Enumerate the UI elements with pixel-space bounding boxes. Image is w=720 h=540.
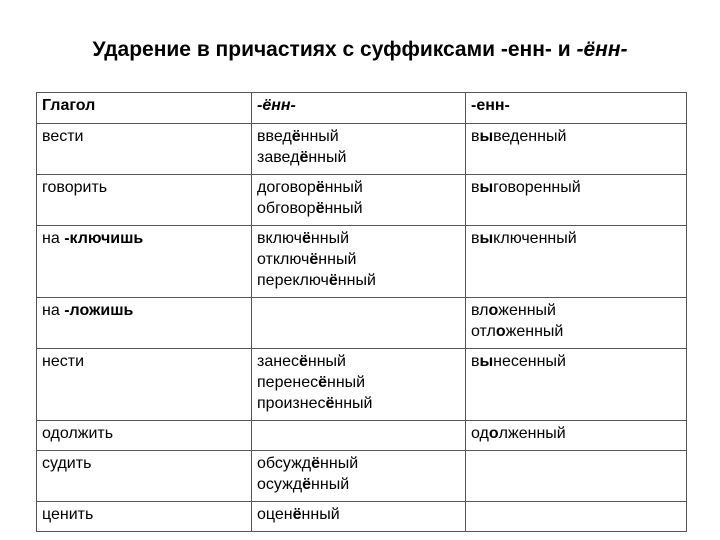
table-row bbox=[37, 124, 687, 175]
stressed-letter: ы bbox=[479, 230, 494, 247]
cell-yonn-participles bbox=[252, 451, 466, 502]
text-segment: нный bbox=[311, 476, 350, 493]
stressed-letter: ё bbox=[302, 476, 312, 493]
participle-word bbox=[471, 177, 681, 198]
participle-word bbox=[257, 177, 460, 198]
text-segment: нный bbox=[337, 272, 376, 289]
text-segment: занес bbox=[257, 353, 299, 370]
text-segment: нный bbox=[308, 149, 347, 166]
table-row bbox=[37, 298, 687, 349]
cell-yonn-participles bbox=[252, 349, 466, 421]
participle-word bbox=[257, 126, 460, 147]
text-segment: од bbox=[471, 425, 489, 442]
text-segment: перенес bbox=[257, 374, 319, 391]
participle-word bbox=[471, 300, 681, 321]
text-segment: обговор bbox=[257, 200, 316, 217]
cell-verb bbox=[37, 502, 252, 532]
text-segment: говорить bbox=[42, 179, 108, 196]
cell-verb bbox=[37, 226, 252, 298]
text-segment: в bbox=[471, 230, 480, 247]
text-segment: нный bbox=[334, 395, 373, 412]
text-segment: завед bbox=[257, 149, 300, 166]
text-segment: осужд bbox=[257, 476, 303, 493]
participle-word bbox=[257, 147, 460, 168]
title-italic-suffix: -ённ- bbox=[576, 38, 628, 61]
text-segment: лженный bbox=[498, 425, 566, 442]
cell-verb bbox=[37, 124, 252, 175]
table-row bbox=[37, 502, 687, 532]
text-segment: переключ bbox=[257, 272, 329, 289]
participle-word bbox=[471, 351, 681, 372]
cell-yonn-participles bbox=[252, 175, 466, 226]
stressed-letter: ё bbox=[318, 374, 327, 391]
cell-yonn-participles bbox=[252, 421, 466, 451]
text-segment: вести bbox=[42, 128, 84, 145]
stressed-letter: ы bbox=[479, 128, 494, 145]
table-header-row bbox=[37, 93, 687, 124]
text-segment: отключ bbox=[257, 251, 310, 268]
participle-word bbox=[471, 126, 681, 147]
stressed-letter: ё bbox=[291, 128, 301, 145]
cell-verb bbox=[37, 451, 252, 502]
text-segment: нный bbox=[324, 179, 363, 196]
stressed-letter: -ложишь bbox=[64, 302, 134, 319]
text-segment: нный bbox=[300, 128, 339, 145]
text-segment: произнес bbox=[257, 395, 326, 412]
cell-verb bbox=[37, 298, 252, 349]
text-segment: нный bbox=[307, 353, 346, 370]
participle-word bbox=[257, 249, 460, 270]
stressed-letter: ё bbox=[325, 395, 335, 412]
cell-enn-participles bbox=[466, 502, 687, 532]
cell-verb bbox=[37, 349, 252, 421]
text-segment: нный bbox=[310, 230, 350, 247]
stressed-letter: ё bbox=[302, 230, 311, 247]
text-segment: оцен bbox=[257, 506, 293, 523]
text-segment: в bbox=[471, 353, 480, 370]
text-segment: ключенный bbox=[493, 230, 577, 247]
cell-enn-participles bbox=[466, 421, 687, 451]
stressed-letter: ё bbox=[299, 149, 309, 166]
participle-word bbox=[257, 270, 460, 291]
participle-word bbox=[257, 351, 460, 372]
text-segment: женный bbox=[498, 302, 556, 319]
cell-yonn-participles bbox=[252, 124, 466, 175]
text-segment: нный bbox=[324, 200, 363, 217]
text-segment: нный bbox=[327, 374, 366, 391]
table-row bbox=[37, 349, 687, 421]
stressed-letter: ё bbox=[328, 272, 338, 289]
participle-word bbox=[257, 372, 460, 393]
participle-word bbox=[471, 321, 681, 342]
stressed-letter: о bbox=[488, 302, 499, 319]
stressed-letter: ы bbox=[479, 179, 494, 196]
participle-word bbox=[471, 228, 681, 249]
participle-word bbox=[471, 423, 681, 444]
stressed-letter: ё bbox=[311, 455, 321, 472]
stressed-letter: о bbox=[488, 425, 499, 442]
stressed-letter: ё bbox=[315, 179, 325, 196]
text-segment: говоренный bbox=[493, 179, 581, 196]
text-segment: ценить bbox=[42, 506, 94, 523]
text-segment: в bbox=[471, 128, 480, 145]
stressed-letter: ё bbox=[292, 506, 302, 523]
text-segment: нный bbox=[318, 251, 357, 268]
text-segment: на bbox=[42, 302, 65, 319]
stressed-letter: ё bbox=[298, 353, 308, 370]
text-segment: в bbox=[471, 179, 480, 196]
table-row bbox=[37, 451, 687, 502]
text-segment: веденный bbox=[493, 128, 567, 145]
cell-enn-participles bbox=[466, 349, 687, 421]
title-main: Ударение в причастиях с суффиксами -енн- и bbox=[92, 38, 577, 61]
header-verb: Глагол bbox=[37, 93, 252, 124]
text-segment: вл bbox=[471, 302, 489, 319]
text-segment: нести bbox=[42, 353, 84, 370]
stressed-letter: ё bbox=[309, 251, 319, 268]
participle-word bbox=[257, 393, 460, 414]
cell-enn-participles bbox=[466, 451, 687, 502]
participle-word bbox=[257, 474, 460, 495]
text-segment: договор bbox=[257, 179, 316, 196]
text-segment: на bbox=[42, 230, 65, 247]
participle-word bbox=[257, 228, 460, 249]
cell-enn-participles bbox=[466, 298, 687, 349]
text-segment: женный bbox=[505, 323, 564, 340]
text-segment: нный bbox=[301, 506, 340, 523]
stressed-letter: о bbox=[495, 323, 506, 340]
participle-word bbox=[257, 504, 460, 525]
text-segment: обсужд bbox=[257, 455, 312, 472]
table-row bbox=[37, 421, 687, 451]
text-segment: отл bbox=[471, 323, 496, 340]
text-segment: одолжить bbox=[42, 425, 114, 442]
text-segment: судить bbox=[42, 455, 92, 472]
cell-verb bbox=[37, 175, 252, 226]
page-title bbox=[0, 38, 720, 62]
header-yonn-suffix: -ённ- bbox=[252, 93, 466, 124]
text-segment: включ bbox=[257, 230, 302, 247]
participle-word bbox=[257, 453, 460, 474]
participle-word bbox=[257, 198, 460, 219]
cell-yonn-participles bbox=[252, 502, 466, 532]
cell-enn-participles bbox=[466, 175, 687, 226]
cell-yonn-participles bbox=[252, 226, 466, 298]
stressed-letter: ё bbox=[315, 200, 325, 217]
text-segment: нный bbox=[320, 455, 359, 472]
header-enn-suffix: -енн- bbox=[466, 93, 687, 124]
stressed-letter: -ключишь bbox=[64, 230, 144, 247]
cell-yonn-participles bbox=[252, 298, 466, 349]
table-row bbox=[37, 226, 687, 298]
cell-enn-participles bbox=[466, 124, 687, 175]
cell-verb bbox=[37, 421, 252, 451]
cell-enn-participles bbox=[466, 226, 687, 298]
table-row bbox=[37, 175, 687, 226]
text-segment: введ bbox=[257, 128, 292, 145]
participle-stress-table bbox=[36, 92, 687, 532]
stressed-letter: ы bbox=[479, 353, 494, 370]
text-segment: несенный bbox=[493, 353, 566, 370]
